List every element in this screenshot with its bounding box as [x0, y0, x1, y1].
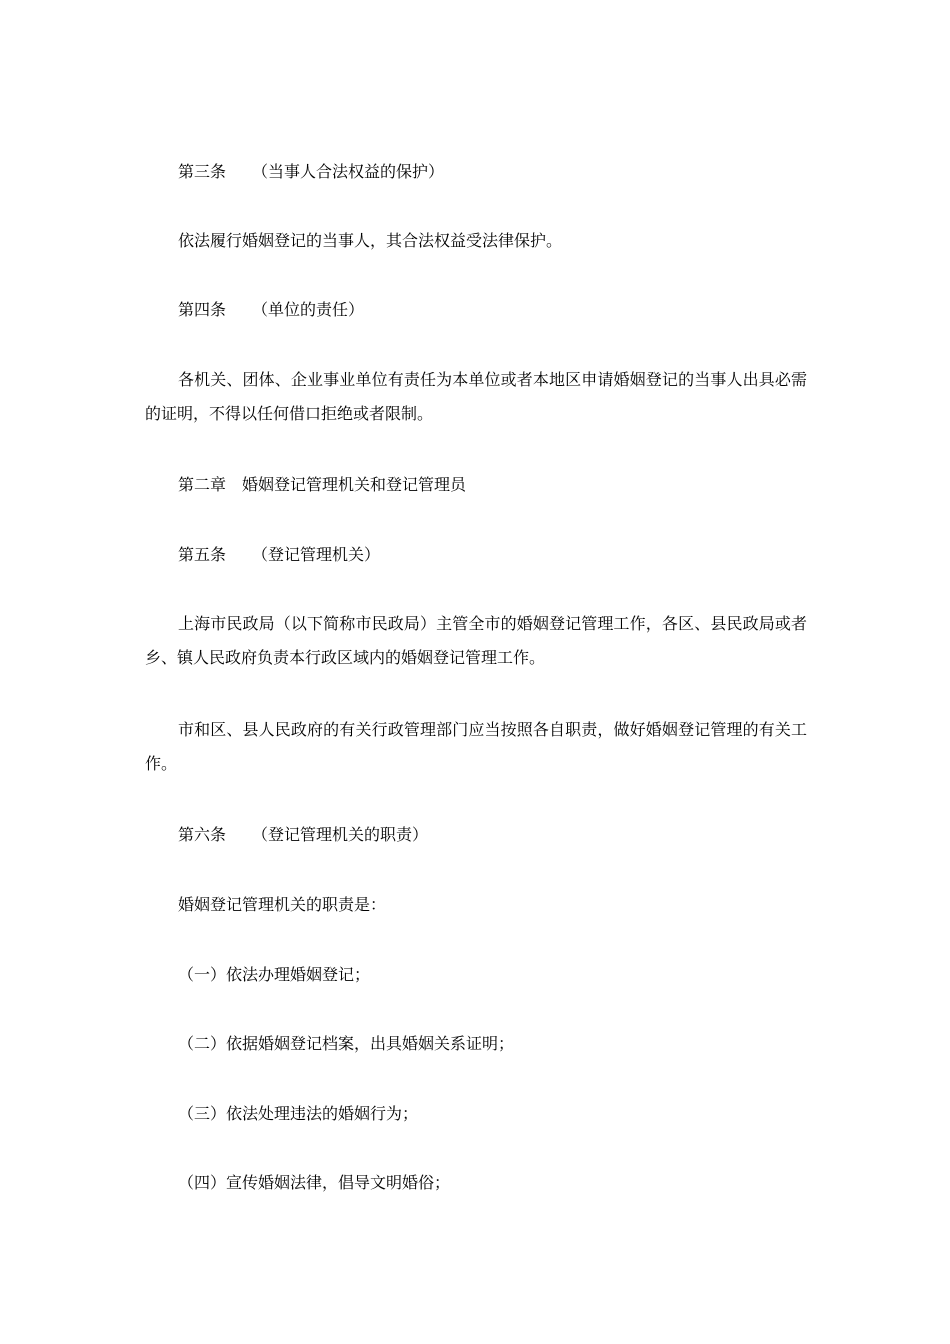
article-3-body: 依法履行婚姻登记的当事人，其合法权益受法律保护。: [178, 231, 563, 250]
article-3-title: （当事人合法权益的保护）: [252, 162, 445, 181]
article-6-item-1: （一）依法办理婚姻登记；: [178, 965, 371, 984]
article-4-title: （单位的责任）: [252, 300, 365, 319]
article-6-number: 第六条: [178, 825, 227, 844]
article-4-heading: [145, 293, 843, 327]
article-5-body-2: 市和区、县人民政府的有关行政管理部门应当按照各自职责，做好婚姻登记管理的有关工作。: [145, 720, 807, 773]
article-3-heading: [145, 155, 843, 189]
chapter-2-title: 婚姻登记管理机关和登记管理员: [242, 475, 467, 494]
chapter-2-number: 第二章: [178, 475, 227, 494]
article-6-item-2: （二）依据婚姻登记档案，出具婚姻关系证明；: [178, 1034, 515, 1053]
article-4-body: 各机关、团体、企业事业单位有责任为本单位或者本地区申请婚姻登记的当事人出具必需的证明，不得以任何借口拒绝或者限制。: [145, 370, 807, 423]
chapter-2-heading: [145, 468, 843, 502]
article-3-number: 第三条: [178, 162, 227, 181]
article-5-heading: [145, 538, 843, 572]
article-4-number: 第四条: [178, 300, 227, 319]
article-6-intro: 婚姻登记管理机关的职责是：: [178, 895, 387, 914]
article-6-item-4: （四）宣传婚姻法律，倡导文明婚俗；: [178, 1173, 451, 1192]
article-6-item-3: （三）依法处理违法的婚姻行为；: [178, 1104, 419, 1123]
article-6-heading: [145, 818, 843, 852]
article-5-title: （登记管理机关）: [252, 545, 381, 564]
article-5-number: 第五条: [178, 545, 227, 564]
article-5-body-1: 上海市民政局（以下简称市民政局）主管全市的婚姻登记管理工作，各区、县民政局或者乡、镇人民政府负责本行政区域内的婚姻登记管理工作。: [145, 614, 807, 667]
article-6-title: （登记管理机关的职责）: [252, 825, 429, 844]
